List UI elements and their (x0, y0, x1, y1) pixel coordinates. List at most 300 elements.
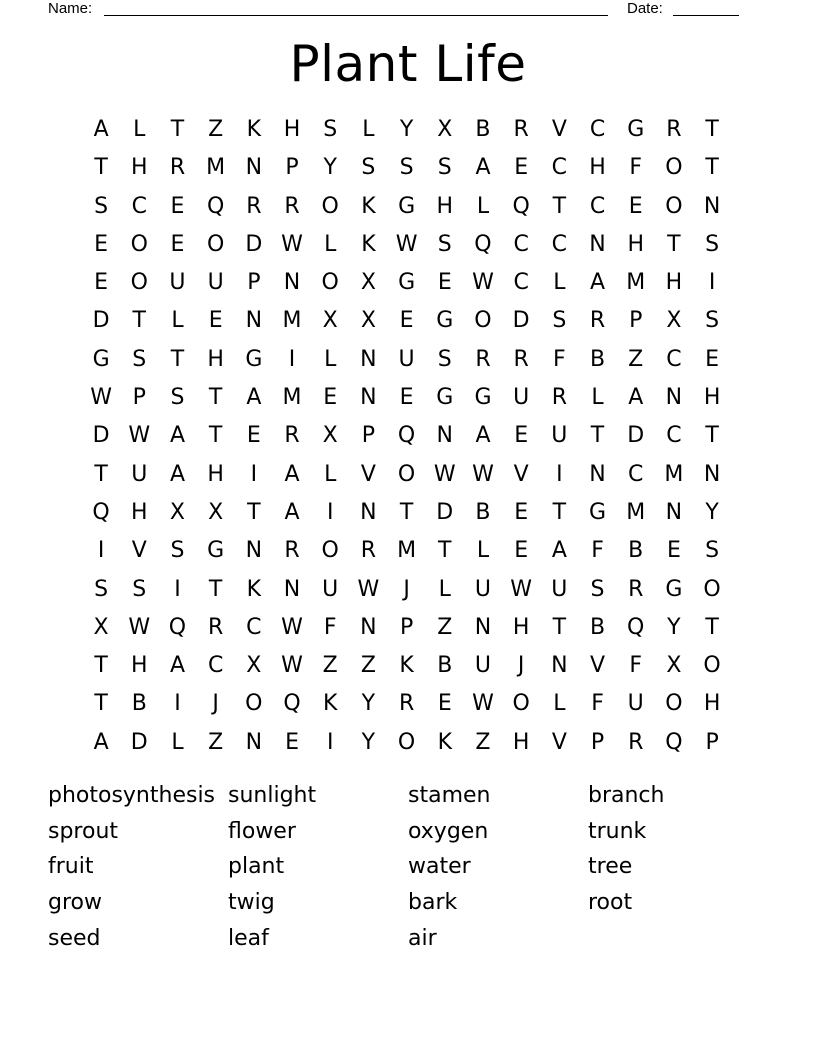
grid-letter: L (324, 231, 337, 257)
grid-letter: B (589, 614, 606, 640)
grid-letter: N (283, 576, 301, 602)
grid-letter: R (475, 346, 491, 372)
grid-letter: T (705, 155, 719, 181)
grid-letter: A (590, 270, 606, 296)
grid-letter: T (705, 117, 719, 142)
grid-letter: H (436, 193, 454, 219)
grid-letter: Q (283, 691, 301, 717)
grid-letter: U (169, 270, 186, 296)
grid-letter: W (472, 270, 494, 296)
grid-letter: T (552, 499, 567, 525)
word-bank-item: water (408, 854, 471, 880)
grid-letter: A (93, 117, 109, 142)
grid-letter: O (245, 691, 263, 717)
grid-letter: Q (92, 499, 110, 525)
grid-letter: G (627, 117, 645, 142)
grid-letter: C (207, 653, 224, 679)
grid-letter: R (589, 308, 606, 334)
grid-letter: S (361, 155, 376, 181)
grid-letter: H (703, 691, 721, 717)
word-bank-item: leaf (228, 925, 269, 951)
grid-letter: W (128, 614, 151, 640)
grid-letter: E (666, 538, 681, 564)
word-bank-item: twig (228, 890, 275, 916)
grid-letter: E (323, 385, 338, 411)
grid-letter: F (591, 691, 604, 717)
grid-letter: I (174, 576, 181, 602)
grid-letter: O (512, 691, 530, 717)
grid-letter: M (282, 308, 302, 334)
grid-letter: P (247, 270, 261, 296)
grid-letter: R (208, 614, 224, 640)
grid-letter: A (246, 385, 262, 411)
grid-letter: T (552, 193, 567, 219)
grid-letter: A (93, 729, 109, 755)
grid-letter: U (207, 270, 224, 296)
grid-letter: L (476, 193, 490, 219)
header (0, 0, 816, 20)
grid-letter: Q (627, 614, 645, 640)
grid-letter: N (665, 385, 683, 411)
date-label: Date: (627, 0, 663, 17)
grid-letter: C (513, 231, 529, 257)
grid-letter: N (245, 155, 263, 181)
grid-letter: N (589, 231, 606, 257)
grid-letter: R (360, 538, 377, 564)
grid-letter: P (361, 423, 376, 449)
grid-letter: L (324, 461, 337, 487)
grid-letter: I (326, 729, 334, 755)
grid-letter: Z (628, 346, 644, 372)
word-bank-item: bark (408, 890, 458, 916)
grid-letter: C (589, 117, 606, 142)
grid-letter: D (92, 308, 110, 334)
grid-letter: Q (206, 193, 225, 219)
grid-letter: K (361, 193, 376, 219)
grid-letter: R (246, 193, 262, 219)
grid-letter: C (131, 193, 147, 219)
grid-letter: J (212, 691, 219, 717)
page-title: Plant Life (289, 35, 527, 93)
grid-letter: E (514, 499, 529, 525)
grid-letter: X (666, 308, 682, 334)
grid-letter: F (323, 614, 337, 640)
grid-letter: O (397, 729, 416, 755)
grid-letter: C (513, 270, 529, 296)
grid-letter: M (626, 270, 646, 296)
grid-letter: N (360, 385, 377, 411)
word-bank-item: stamen (408, 783, 491, 808)
grid-letter: A (284, 499, 300, 525)
word-bank-item: oxygen (408, 818, 489, 844)
grid-letter: T (590, 423, 605, 449)
grid-letter: P (132, 385, 146, 411)
word-bank-item: plant (228, 854, 285, 880)
grid-letter: F (591, 538, 604, 564)
grid-letter: W (128, 423, 151, 449)
grid-letter: K (246, 117, 262, 142)
grid-letter: E (170, 193, 185, 219)
grid-letter: M (397, 538, 417, 564)
grid-letter: S (132, 576, 147, 602)
grid-letter: M (626, 499, 646, 525)
grid-letter: I (708, 270, 716, 296)
grid-letter: D (130, 729, 148, 755)
grid-letter: E (628, 193, 643, 219)
grid-letter: R (398, 691, 415, 717)
grid-letter: Q (512, 193, 530, 219)
grid-letter: B (589, 346, 606, 372)
grid-letter: A (475, 155, 491, 181)
grid-letter: J (517, 653, 525, 679)
grid-letter: Z (322, 653, 338, 679)
grid-letter: W (510, 576, 533, 602)
date-blank-line (673, 15, 739, 16)
grid-letter: U (398, 346, 415, 372)
grid-letter: Q (474, 231, 492, 257)
grid-letter: F (629, 155, 643, 181)
grid-letter: G (398, 270, 416, 296)
grid-letter: N (436, 423, 454, 449)
grid-letter: J (403, 576, 410, 602)
grid-letter: T (94, 691, 108, 717)
grid-letter: R (628, 729, 644, 755)
name-label: Name: (48, 0, 93, 17)
grid-letter: O (665, 193, 683, 219)
grid-letter: N (360, 346, 377, 372)
word-bank-item: tree (588, 854, 633, 880)
grid-letter: P (705, 729, 719, 755)
grid-letter: F (553, 346, 566, 372)
grid-letter: H (665, 270, 683, 296)
grid-letter: M (206, 155, 226, 181)
grid-letter: D (627, 423, 645, 449)
grid-letter: R (513, 346, 529, 372)
grid-letter: H (589, 155, 606, 181)
grid-letter: V (513, 461, 529, 487)
grid-letter: A (169, 423, 185, 449)
grid-letter: G (92, 346, 110, 372)
grid-letter: G (589, 499, 607, 525)
grid-letter: N (245, 538, 263, 564)
grid-letter: T (552, 614, 567, 640)
grid-letter: C (666, 423, 682, 449)
word-bank-item: fruit (48, 854, 94, 880)
grid-letter: A (475, 423, 491, 449)
grid-letter: O (703, 653, 721, 679)
grid-letter: R (666, 117, 682, 142)
grid-letter: I (556, 461, 563, 487)
grid-letter: S (590, 576, 605, 602)
grid-letter: N (703, 193, 721, 219)
grid-letter: I (174, 691, 181, 717)
grid-letter: S (437, 155, 452, 181)
grid-letter: U (474, 653, 492, 679)
grid-letter: Z (437, 614, 453, 640)
grid-letter: O (665, 691, 683, 717)
grid-letter: E (246, 423, 261, 449)
grid-letter: V (360, 461, 376, 487)
grid-letter: Q (397, 423, 416, 449)
grid-letter: S (399, 155, 414, 181)
word-bank-item: branch (588, 783, 665, 808)
grid-letter: H (207, 461, 224, 487)
grid-letter: S (705, 308, 720, 334)
grid-letter: B (628, 538, 644, 564)
grid-letter: R (551, 385, 567, 411)
grid-letter: A (628, 385, 644, 411)
grid-letter: K (437, 729, 452, 755)
grid-letter: E (94, 270, 109, 296)
word-bank-item: sprout (48, 818, 119, 844)
grid-letter: L (438, 576, 451, 602)
grid-letter: U (474, 576, 492, 602)
grid-letter: N (245, 308, 263, 334)
grid-letter: T (705, 614, 719, 640)
grid-letter: S (323, 117, 338, 142)
grid-letter: H (512, 729, 530, 755)
grid-letter: H (627, 231, 644, 257)
grid-letter: L (324, 346, 337, 372)
grid-letter: T (170, 117, 185, 142)
grid-letter: R (513, 117, 529, 142)
grid-letter: H (131, 499, 148, 525)
grid-letter: X (360, 308, 376, 334)
word-bank-item: trunk (588, 818, 647, 844)
grid-letter: R (284, 538, 300, 564)
grid-letter: C (589, 193, 606, 219)
grid-letter: T (667, 231, 681, 257)
grid-letter: S (705, 231, 720, 257)
grid-letter: W (90, 385, 112, 411)
grid-letter: R (628, 576, 644, 602)
grid-letter: U (513, 385, 530, 411)
grid-letter: A (551, 538, 567, 564)
grid-letter: V (131, 538, 147, 564)
grid-letter: Q (665, 729, 683, 755)
grid-letter: C (666, 346, 682, 372)
grid-letter: W (357, 576, 380, 602)
grid-letter: C (246, 614, 262, 640)
grid-letter: L (171, 729, 184, 755)
grid-letter: N (360, 499, 377, 525)
grid-letter: B (475, 117, 491, 142)
grid-letter: U (551, 423, 568, 449)
word-bank-item: air (408, 925, 437, 951)
grid-letter: F (629, 653, 643, 679)
grid-letter: C (628, 461, 644, 487)
grid-letter: E (514, 423, 529, 449)
grid-letter: L (476, 538, 490, 564)
grid-letter: U (551, 576, 568, 602)
grid-letter: X (208, 499, 224, 525)
grid-letter: L (553, 691, 566, 717)
grid-letter: E (514, 538, 529, 564)
grid-letter: O (321, 193, 339, 219)
grid-letter: G (474, 385, 492, 411)
grid-letter: H (207, 346, 224, 372)
grid-letter: E (437, 270, 452, 296)
grid-letter: N (589, 461, 606, 487)
grid-letter: W (472, 691, 494, 717)
grid-letter: V (551, 117, 567, 142)
grid-letter: Z (208, 117, 224, 142)
grid-letter: E (399, 308, 414, 334)
grid-letter: T (94, 155, 108, 181)
name-blank-line (104, 15, 608, 16)
grid-letter: B (475, 499, 491, 525)
grid-letter: A (284, 461, 300, 487)
grid-letter: W (472, 461, 494, 487)
grid-letter: T (94, 653, 108, 679)
grid-letter: W (433, 461, 456, 487)
grid-letter: E (705, 346, 720, 372)
grid-letter: R (284, 193, 300, 219)
grid-letter: Q (168, 614, 187, 640)
grid-letter: S (94, 193, 109, 219)
grid-letter: L (553, 270, 566, 296)
grid-letter: Y (399, 117, 414, 142)
grid-letter: W (281, 653, 303, 679)
word-bank (48, 780, 768, 958)
grid-letter: G (436, 385, 454, 411)
grid-letter: L (133, 117, 146, 142)
grid-letter: O (206, 231, 225, 257)
grid-letter: T (170, 346, 185, 372)
grid-letter: W (281, 614, 303, 640)
grid-letter: T (208, 385, 223, 411)
grid-letter: X (360, 270, 376, 296)
grid-letter: Y (361, 691, 376, 717)
grid-letter: D (512, 308, 530, 334)
grid-letter: M (664, 461, 684, 487)
grid-letter: V (551, 729, 567, 755)
grid-letter: S (170, 385, 185, 411)
grid-letter: U (627, 691, 644, 717)
grid-letter: E (285, 729, 299, 755)
grid-letter: N (245, 729, 263, 755)
grid-letter: K (399, 653, 414, 679)
grid-letter: D (245, 231, 263, 257)
grid-letter: T (94, 461, 108, 487)
grid-letter: O (474, 308, 492, 334)
grid-letter: S (705, 538, 720, 564)
grid-letter: S (94, 576, 109, 602)
grid-letter: N (551, 653, 568, 679)
grid-letter: K (246, 576, 262, 602)
grid-letter: X (666, 653, 682, 679)
grid-letter: E (94, 231, 109, 257)
grid-letter: E (399, 385, 414, 411)
grid-letter: E (514, 155, 529, 181)
grid-letter: O (321, 270, 339, 296)
grid-letter: D (436, 499, 454, 525)
grid-letter: H (131, 155, 148, 181)
grid-letter: R (284, 423, 300, 449)
grid-letter: G (436, 308, 454, 334)
grid-letter: C (551, 231, 568, 257)
grid-letter: B (437, 653, 453, 679)
grid-letter: P (399, 614, 414, 640)
grid-letter: N (474, 614, 492, 640)
grid-letter: T (399, 499, 414, 525)
grid-letter: M (282, 385, 302, 411)
grid-letter: T (132, 308, 146, 334)
word-bank-item: grow (48, 890, 102, 916)
grid-letter: K (361, 231, 376, 257)
grid-letter: N (283, 270, 301, 296)
grid-letter: O (130, 270, 148, 296)
grid-letter: U (131, 461, 148, 487)
grid-letter: H (512, 614, 530, 640)
grid-letter: T (208, 423, 223, 449)
grid-letter: O (703, 576, 721, 602)
word-bank-item: photosynthesis (48, 783, 216, 808)
word-bank-item: seed (48, 925, 101, 951)
grid-letter: V (590, 653, 606, 679)
grid-letter: A (169, 461, 185, 487)
grid-letter: G (245, 346, 263, 372)
grid-letter: I (250, 461, 258, 487)
grid-letter: N (360, 614, 377, 640)
grid-letter: I (97, 538, 105, 564)
grid-letter: A (169, 653, 185, 679)
grid-letter: T (705, 423, 719, 449)
grid-letter: E (170, 231, 185, 257)
grid-letter: T (247, 499, 261, 525)
grid-letter: D (92, 423, 110, 449)
grid-letter: E (208, 308, 223, 334)
grid-letter: Y (705, 499, 719, 525)
grid-letter: H (283, 117, 301, 142)
grid-letter: H (131, 653, 148, 679)
grid-letter: Z (360, 653, 376, 679)
grid-letter: R (169, 155, 186, 181)
word-bank-item: sunlight (228, 783, 317, 808)
grid-letter: S (170, 538, 185, 564)
word-bank-item: root (588, 890, 633, 916)
grid-letter: X (169, 499, 185, 525)
grid-letter: I (326, 499, 334, 525)
grid-letter: S (437, 346, 452, 372)
grid-letter: X (322, 308, 338, 334)
grid-letter: T (438, 538, 452, 564)
grid-letter: X (322, 423, 338, 449)
grid-letter: W (281, 231, 303, 257)
grid-letter: S (132, 346, 147, 372)
grid-letter: W (395, 231, 418, 257)
word-bank-empty-slot (588, 923, 768, 959)
grid-letter: P (590, 729, 605, 755)
grid-letter: G (398, 193, 416, 219)
grid-letter: S (437, 231, 452, 257)
grid-letter: U (322, 576, 339, 602)
grid-letter: X (246, 653, 262, 679)
grid-letter: O (130, 231, 148, 257)
letter-grid (82, 111, 731, 762)
grid-letter: O (321, 538, 339, 564)
grid-letter: X (437, 117, 453, 142)
grid-letter: E (437, 691, 452, 717)
grid-letter: O (397, 461, 416, 487)
grid-letter: G (207, 538, 225, 564)
grid-letter: Z (208, 729, 224, 755)
grid-letter: H (703, 385, 721, 411)
grid-letter: Y (361, 729, 376, 755)
grid-letter: T (208, 576, 223, 602)
grid-letter: C (551, 155, 568, 181)
grid-letter: K (323, 691, 338, 717)
